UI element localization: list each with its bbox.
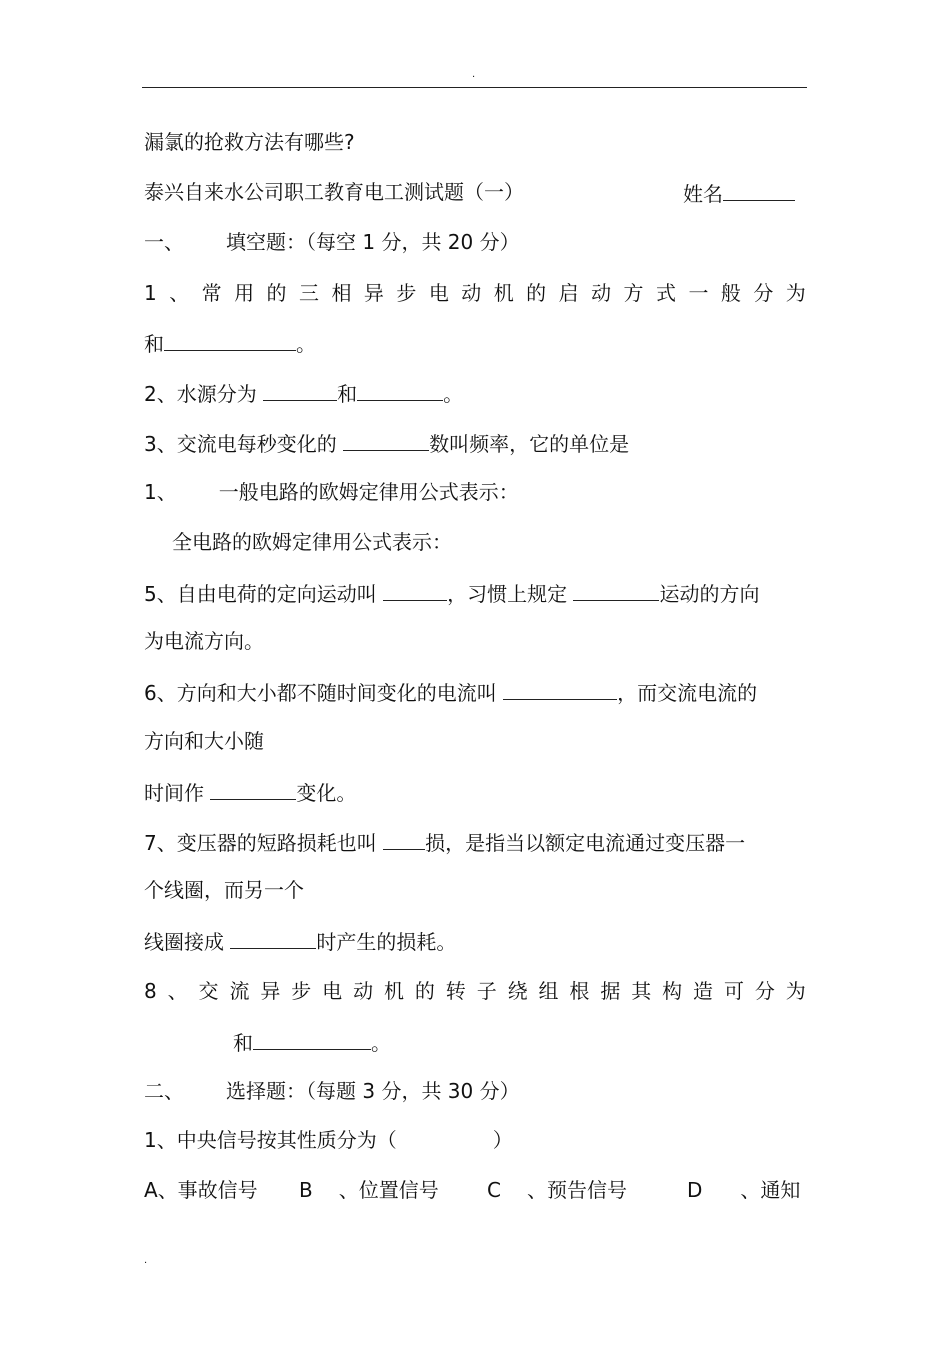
q7-line2: 个线圈，而另一个 (144, 878, 304, 902)
q2-blank-2[interactable] (357, 378, 443, 401)
q6-line2: 方向和大小随 (144, 729, 264, 753)
q8-blank[interactable] (253, 1027, 371, 1050)
q2-blank-1[interactable] (263, 378, 337, 401)
section2-heading (144, 1077, 520, 1105)
mc1: 1、中央信号按其性质分为（ ） (144, 1128, 513, 1152)
mc1-option-d[interactable]: D 、通知 (687, 1178, 801, 1202)
header-rule (142, 87, 807, 88)
mc1-option-c[interactable]: C 、预告信号 (487, 1178, 627, 1202)
name-label: 姓名 (683, 182, 723, 206)
q4: 1、 一般电路的欧姆定律用公式表示： (144, 480, 519, 504)
intro-question: 漏氯的抢救方法有哪些? (144, 130, 355, 154)
page-title: 泰兴自来水公司职工教育电工测试题（一） (144, 180, 524, 204)
q5-blank-1[interactable] (383, 578, 447, 601)
q7: 7、变压器的短路损耗也叫 损，是指当以额定电流通过变压器一 (144, 827, 745, 857)
name-field (683, 178, 795, 208)
q8-line2: 和 。 (233, 1027, 391, 1057)
q1-line1: 1 、 常 用 的 三 相 异 步 电 动 机 的 启 动 方 式 一 般 分 为 (144, 281, 806, 305)
q7-line3: 线圈接成 时产生的损耗。 (144, 926, 456, 956)
q7-blank-1[interactable] (383, 827, 425, 850)
mc1-option-a[interactable]: A、事故信号 (144, 1178, 258, 1202)
q3: 3、交流电每秒变化的 数叫频率，它的单位是 (144, 428, 629, 458)
section1-num: 一、 (144, 230, 184, 254)
mc1-option-b[interactable]: B 、位置信号 (299, 1178, 439, 1202)
section2-num: 二、 (144, 1079, 184, 1103)
q6-blank-1[interactable] (503, 677, 617, 700)
q4-line2: 全电路的欧姆定律用公式表示： (172, 530, 452, 554)
q6-blank-2[interactable] (210, 777, 296, 800)
section1-text: 填空题：（每空 1 分，共 20 分） (226, 230, 520, 254)
q1-line2: 和 。 (144, 328, 316, 358)
section1-heading (144, 228, 520, 256)
header-mark: . (472, 69, 476, 80)
q1-blank[interactable] (164, 328, 296, 351)
q5-blank-2[interactable] (573, 578, 659, 601)
footer-mark: . (144, 1255, 148, 1266)
q5: 5、自由电荷的定向运动叫 ，习惯上规定 运动的方向 (144, 578, 759, 608)
q7-blank-2[interactable] (230, 926, 316, 949)
q2: 2、水源分为 和 。 (144, 378, 463, 408)
q3-blank[interactable] (343, 428, 429, 451)
q5-line2: 为电流方向。 (144, 629, 264, 653)
q6: 6、方向和大小都不随时间变化的电流叫 ，而交流电流的 (144, 677, 757, 707)
q8-line1: 8 、 交 流 异 步 电 动 机 的 转 子 绕 组 根 据 其 构 造 可 分 为 (144, 979, 806, 1003)
name-blank (723, 178, 795, 201)
q6-line3: 时间作 变化。 (144, 777, 356, 807)
section2-text: 选择题：（每题 3 分，共 30 分） (226, 1079, 520, 1103)
